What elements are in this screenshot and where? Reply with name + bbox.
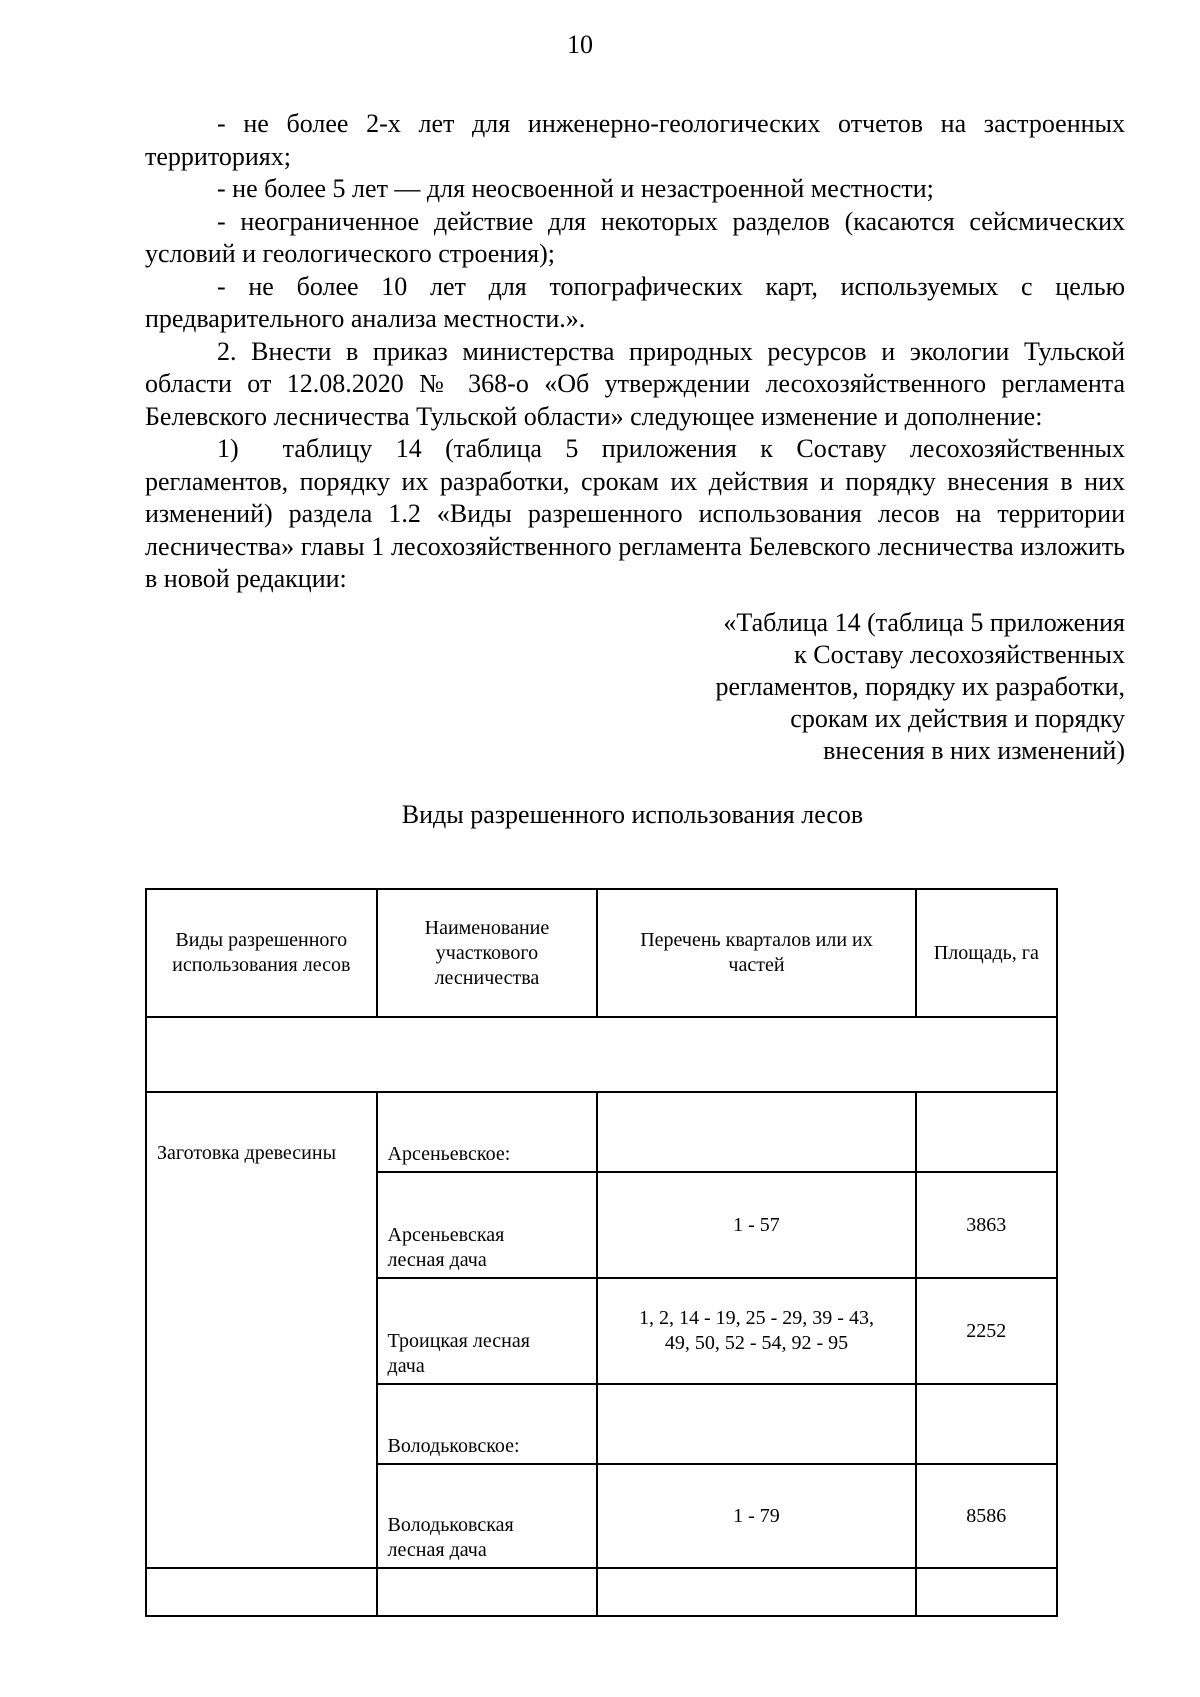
quarters-cell: 1 - 79 (597, 1464, 915, 1568)
area-cell: 3863 (916, 1172, 1057, 1278)
reference-line: внесения в них изменений) (823, 736, 1125, 765)
reference-line: регламентов, порядку их разработки, (715, 672, 1125, 701)
forestry-name-line: лесная дача (387, 1539, 487, 1561)
forestry-name: Володьковское: (377, 1384, 598, 1464)
area-cell (916, 1384, 1057, 1464)
paragraph-5: 2. Внести в приказ министерства природных ресурсов и экологии Тульской области от 12.08.2020 № 368-о «Об утверждении лесохозяйственного регламента Белевского лесничества Тульской области» следующее изменение и дополнение: (145, 336, 1125, 431)
paragraph-2: - не более 5 лет — для неосвоенной и незастроенной местности; (217, 174, 934, 203)
forestry-name (377, 1278, 598, 1384)
header-text: Перечень кварталов или их (640, 929, 873, 951)
table-title: Виды разрешенного использования лесов (401, 800, 864, 829)
paragraph-1: - не более 2-х лет для инженерно-геологических отчетов на застроенных территориях; (145, 109, 1125, 171)
forestry-name-line: Арсеньевская (387, 1224, 505, 1246)
reference-line: «Таблица 14 (таблица 5 приложения (723, 608, 1125, 637)
quarters-line: 49, 50, 52 - 54, 92 - 95 (664, 1332, 849, 1354)
header-text: Виды разрешенного (175, 929, 348, 951)
area-cell: 8586 (916, 1464, 1057, 1568)
forestry-name: Арсеньевское: (377, 1092, 598, 1172)
forestry-name (377, 1464, 598, 1568)
forestry-name-line: лесная дача (387, 1249, 487, 1271)
table-row (146, 1092, 1057, 1172)
forestry-name-line: дача (387, 1355, 425, 1377)
reference-line: срокам их действия и порядку (790, 704, 1125, 733)
header-text: частей (728, 954, 785, 976)
paragraph-6 (145, 433, 1125, 596)
header-text: использования лесов (172, 954, 351, 976)
header-text: Площадь, га (933, 941, 1039, 964)
quarters-line: 1, 2, 14 - 19, 25 - 29, 39 - 43, (638, 1307, 874, 1329)
body-text (145, 108, 1125, 596)
use-type-cell: Заготовка древесины (146, 1092, 377, 1568)
forestry-name-line: Володьковская (387, 1514, 514, 1536)
quarters-cell: 1 - 57 (597, 1172, 915, 1278)
table-row (146, 1568, 1057, 1616)
empty-cell (916, 1568, 1057, 1616)
forest-use-table (145, 888, 1058, 1617)
paragraph-3: - неограниченное действие для некоторых разделов (касаются сейсмических условий и геологического строения); (145, 206, 1125, 268)
item-number: 1) (217, 434, 239, 463)
table-row (146, 1017, 1057, 1092)
area-cell (916, 1092, 1057, 1172)
empty-cell (377, 1568, 598, 1616)
forestry-name (377, 1172, 598, 1278)
forestry-name-line: Троицкая лесная (387, 1330, 530, 1352)
header-text: участкового (435, 941, 539, 964)
header-text: Наименование (424, 916, 550, 939)
header-text: лесничества (434, 966, 540, 989)
item-text: таблицу 14 (таблица 5 приложения к Составу лесохозяйственных регламентов, порядку их разработки, срокам их действия и порядку внесения в них изменений) раздела 1.2 «Виды разрешенного использования лесов на территории лесничества» главы 1 лесохозяйственного регламента Белевского лесничества изложить в новой редакции: (145, 434, 1125, 593)
table-header-row (146, 889, 1057, 1017)
empty-cell (146, 1568, 377, 1616)
quarters-cell (597, 1278, 915, 1384)
header-quarters (597, 889, 915, 1017)
quarters-cell (597, 1384, 915, 1464)
quarters-cell (597, 1092, 915, 1172)
area-cell: 2252 (916, 1278, 1057, 1384)
reference-line: к Составу лесохозяйственных (794, 640, 1125, 669)
table-reference (560, 607, 1125, 767)
empty-cell (146, 1017, 1057, 1092)
empty-cell (597, 1568, 915, 1616)
paragraph-4: - не более 10 лет для топографических карт, используемых с целью предварительного анализа местности.». (145, 271, 1125, 333)
header-use-type (146, 889, 377, 1017)
header-area (916, 889, 1057, 1017)
page-number: 10 (567, 30, 593, 59)
header-forestry (377, 889, 598, 1017)
